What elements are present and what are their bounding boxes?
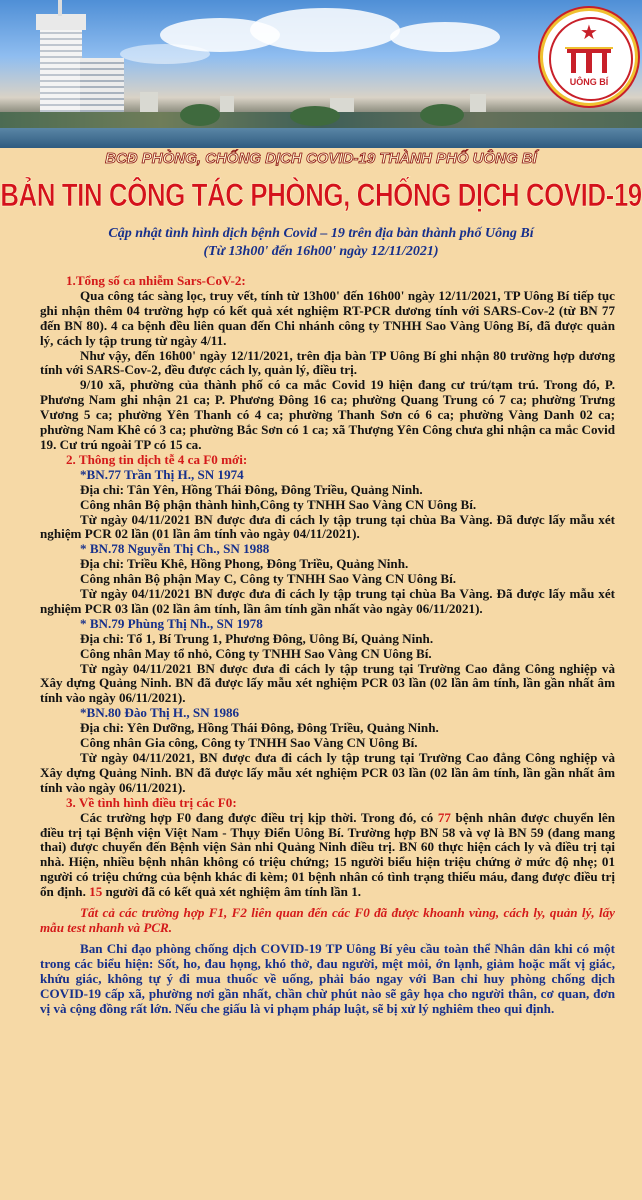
case-77-job: Công nhân Bộ phận thành hình,Công ty TNHH Sao Vàng CN Uông Bí.	[80, 496, 477, 512]
organization-line: BCĐ PHÒNG, CHỐNG DỊCH COVID-19 THÀNH PHỐ UÔNG BÍ	[105, 150, 537, 167]
section-3-text-b: bệnh nhân được chuyển lên điều trị tại Bệnh viện Việt Nam - Thụy Điển Uông Bí. Trường hợp BN 58 và vợ là BN 59 (đang mang thai) được chuyển đến Bệnh viện Sản nhi Quảng Ninh điều trị. BN 60 thực hiện cách ly và điều trị tại nhà. Hiện, nhiều bệnh nhân không có triệu chứng; 15 người biểu hiện triệu chứng ở mức độ nhẹ; 01 người có triệu chứng của bệnh khác đi kèm; 01 bệnh nhân có tình trạng thiếu máu, đang được điều trị ổn định.	[40, 809, 615, 900]
case-79-job: Công nhân May tổ nhỏ, Công ty TNHH Sao Vàng CN Uông Bí.	[80, 645, 432, 661]
emblem-label: UÔNG BÍ	[569, 77, 609, 87]
case-78-job: Công nhân Bộ phận May C, Công ty TNHH Sao Vàng CN Uông Bí.	[80, 571, 457, 587]
case-77-detail: Từ ngày 04/11/2021 BN được đưa đi cách ly tập trung tại chùa Ba Vàng. Đã được lấy mẫu xét nghiệm PCR 02 lần (01 lần âm tính vào ngày 04/11/2021).	[40, 511, 615, 542]
subtitle-line-1: Cập nhật tình hình dịch bệnh Covid – 19 trên địa bàn thành phố Uông Bí	[108, 226, 534, 241]
section-3-heading: 3. Về tình hình điều trị các F0:	[66, 794, 237, 810]
section-3-text-c: người đã có kết quả xét nghiệm âm tính lần 1.	[102, 884, 362, 900]
gate-icon	[565, 47, 613, 73]
closing-appeal: Ban Chỉ đạo phòng chống dịch COVID-19 TP Uông Bí yêu cầu toàn thể Nhân dân khi có một trong các biểu hiện: Sốt, ho, đau họng, khó thở, đau người, mệt mỏi, ớn lạnh, giảm hoặc mất vị giác, khứu giác, không tự ý đi mua thuốc về uống, phải báo ngay với Ban chỉ huy phòng chống dịch COVID-19 cấp xã, phường nơi gần nhất, chần chừ phút nào sẽ gây họa cho người thân, cơ quan, đơn vị và cộng đồng rất lớn. Nếu che giấu là vi phạm pháp luật, sẽ bị xử lý nghiêm theo qui định.	[40, 940, 615, 1016]
city-banner-image	[0, 0, 642, 148]
case-80-detail: Từ ngày 04/11/2021, BN được đưa đi cách ly tập trung tại Trường Cao đẳng Công nghiệp và Xây dựng Quảng Ninh. BN đã được lấy mẫu xét nghiệm PCR 03 lần (02 lần âm tính, lần gần nhất âm tính vào ngày 06/11/2021).	[40, 750, 615, 795]
bulletin-content	[40, 274, 615, 1016]
case-78-address: Địa chỉ: Triều Khê, Hồng Phong, Đông Triều, Quảng Ninh.	[80, 556, 409, 572]
contact-tracing-note: Tất cả các trường hợp F1, F2 liên quan đến các F0 đã được khoanh vùng, cách ly, quản lý, lấy mẫu test nhanh và PCR.	[40, 905, 615, 935]
case-77-title: *BN.77 Trần Thị H., SN 1974	[80, 466, 244, 482]
treated-count: 77	[437, 809, 451, 825]
section-3-text-a: Các trường hợp F0 đang được điều trị kịp thời. Trong đó, có	[80, 809, 438, 825]
case-79-title: * BN.79 Phùng Thị Nh., SN 1978	[80, 615, 263, 631]
section-1-heading: 1.Tổng số ca nhiễm Sars-CoV-2:	[66, 273, 246, 288]
city-emblem-logo	[540, 8, 638, 106]
bulletin-title: BẢN TIN CÔNG TÁC PHÒNG, CHỐNG DỊCH COVID-19	[0, 176, 642, 214]
case-80-job: Công nhân Gia công, Công ty TNHH Sao Vàng CN Uông Bí.	[80, 735, 418, 751]
section-2-heading: 2. Thông tin dịch tễ 4 ca F0 mới:	[66, 451, 248, 467]
bulletin-subtitle	[0, 225, 642, 261]
case-80-address: Địa chỉ: Yên Dưỡng, Hồng Thái Đông, Đông Triều, Quảng Ninh.	[80, 720, 439, 736]
case-79-detail: Từ ngày 04/11/2021 BN được đưa đi cách ly tập trung tại Trường Cao đẳng Công nghiệp và Xây dựng Quảng Ninh. BN đã được lấy mẫu xét nghiệm PCR 03 lần (02 lần âm tính, lần gần nhất âm tính vào ngày 06/11/2021).	[40, 660, 615, 706]
case-78-title: * BN.78 Nguyễn Thị Ch., SN 1988	[80, 541, 270, 557]
section-3-paragraph	[40, 811, 615, 900]
star-icon: ★	[580, 22, 598, 44]
case-77-address: Địa chỉ: Tân Yên, Hồng Thái Đông, Đông Triều, Quảng Ninh.	[80, 481, 423, 497]
section-1-paragraph-2: Như vậy, đến 16h00' ngày 12/11/2021, trên địa bàn TP Uông Bí ghi nhận 80 trường hợp dương tính với SARS-Cov-2, đều được cách ly, quản lý, điều trị.	[40, 347, 615, 378]
case-79-address: Địa chỉ: Tổ 1, Bí Trung 1, Phương Đông, Uông Bí, Quảng Ninh.	[80, 630, 434, 646]
subtitle-line-2: (Từ 13h00' đến 16h00' ngày 12/11/2021)	[203, 244, 439, 259]
section-1-paragraph-3: 9/10 xã, phường của thành phố có ca mắc Covid 19 hiện đang cư trú/tạm trú. Trong đó, P. Phương Nam ghi nhận 21 ca; P. Phương Đông 16 ca; phường Quang Trung có 7 ca; phường Trưng Vương 5 ca; phường Yên Thanh có 4 ca; phường Thanh Sơn có 6 ca; phường Vàng Danh 02 ca; phường Nam Khê có 3 ca; phường Bắc Sơn có 1 ca; xã Thượng Yên Công chưa ghi nhận ca mắc Covid 19. Cư trú ngoài TP có 15 ca.	[40, 377, 615, 452]
section-1-paragraph-1: Qua công tác sàng lọc, truy vết, tính từ 13h00' đến 16h00' ngày 12/11/2021, TP Uông Bí tiếp tục ghi nhận thêm 04 trường hợp có kết quả xét nghiệm RT-PCR dương tính với SARS-Cov-2 (từ BN 77 đến BN 80). 4 ca bệnh đều liên quan đến Chi nhánh công ty TNHH Sao Vàng Uông Bí, đã được quản lý, cách ly tập trung từ ngày 4/11.	[40, 287, 615, 348]
case-80-title: *BN.80 Đào Thị H., SN 1986	[80, 705, 240, 721]
negative-count: 15	[89, 884, 103, 900]
case-78-detail: Từ ngày 04/11/2021 BN được đưa đi cách ly tập trung tại chùa Ba Vàng. Đã được lấy mẫu xét nghiệm PCR 03 lần (02 lần âm tính, lần âm tính gần nhất vào ngày 06/11/2021).	[40, 586, 615, 616]
